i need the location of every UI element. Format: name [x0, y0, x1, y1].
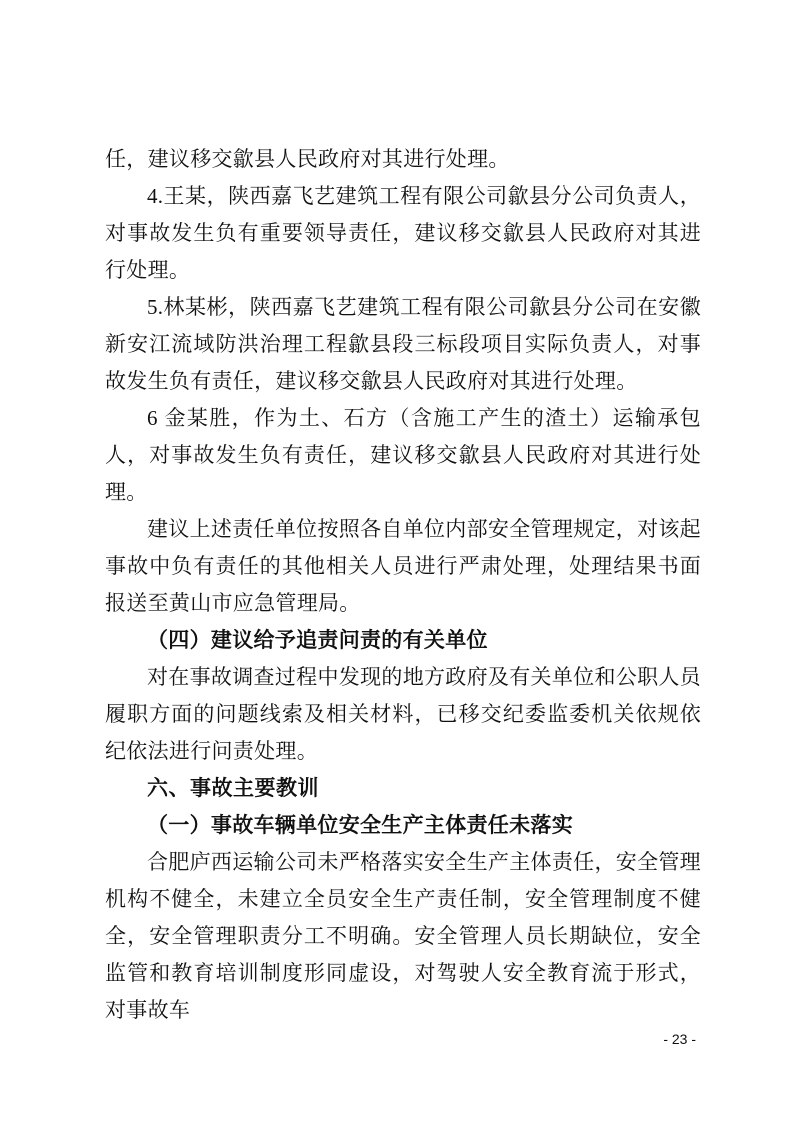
paragraph: 合肥庐西运输公司未严格落实安全生产主体责任，安全管理机构不健全，未建立全员安全生产责任制，安全管理制度不健全，安全管理职责分工不明确。安全管理人员长期缺位，安全监管和教育培训制度形同虚设，对驾驶人安全教育流于形式，对事故车 — [105, 850, 701, 1022]
section-heading: （四）建议给予追责问责的有关单位 — [147, 628, 488, 652]
paragraph: 4.王某，陕西嘉飞艺建筑工程有限公司歙县分公司负责人，对事故发生负有重要领导责任，建议移交歙县人民政府对其进行处理。 — [105, 184, 701, 282]
section-heading: （一）事故车辆单位安全生产主体责任未落实 — [147, 813, 573, 837]
chapter-heading: 六、事故主要教训 — [147, 777, 319, 800]
paragraph: 任，建议移交歙县人民政府对其进行处理。 — [105, 147, 510, 171]
paragraph: 5.林某彬，陕西嘉飞艺建筑工程有限公司歙县分公司在安徽新安江流域防洪治理工程歙县段三标段项目实际负责人，对事故发生负有责任，建议移交歙县人民政府对其进行处理。 — [105, 295, 701, 393]
paragraph: 6 金某胜，作为土、石方（含施工产生的渣土）运输承包人，对事故发生负有责任，建议移交歙县人民政府对其进行处理。 — [105, 406, 701, 504]
document-body — [105, 141, 701, 1029]
paragraph: 建议上述责任单位按照各自单位内部安全管理规定，对该起事故中负有责任的其他相关人员进行严肃处理，处理结果书面报送至黄山市应急管理局。 — [105, 517, 701, 615]
page-number: - 23 - — [663, 1031, 696, 1047]
paragraph: 对在事故调查过程中发现的地方政府及有关单位和公职人员履职方面的问题线索及相关材料，已移交纪委监委机关依规依纪依法进行问责处理。 — [105, 665, 701, 763]
